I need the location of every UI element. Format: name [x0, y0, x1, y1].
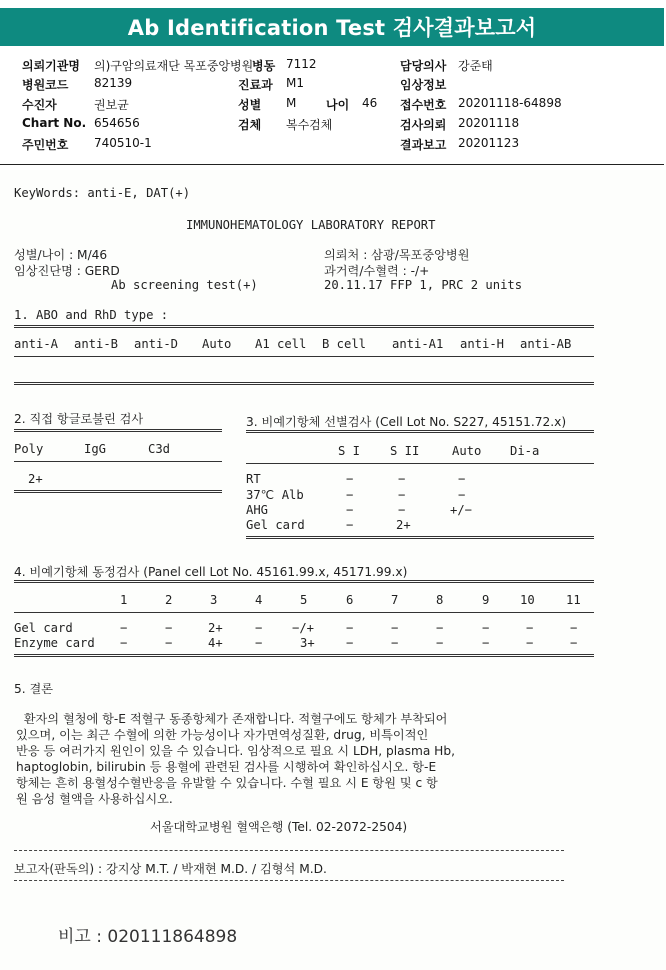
screen-cell: −: [346, 488, 354, 502]
report-date-value: 20201123: [458, 136, 520, 150]
panel-end-rule: [14, 654, 594, 657]
panel-row-gel-label: Gel card: [14, 621, 73, 635]
ab-screening-line: Ab screening test(+): [111, 278, 258, 292]
section3-title: 3. 비예기항체 선별검사 (Cell Lot No. S227, 45151.72.x): [246, 415, 567, 429]
ward-label: 병동: [252, 59, 276, 73]
screen-top-rule: [246, 430, 594, 433]
screen-cell: −: [458, 488, 466, 502]
panel-cell: −: [482, 621, 490, 635]
panel-row-enzyme-label: Enzyme card: [14, 636, 95, 650]
screen-header-dia: Di-a: [510, 444, 540, 458]
sex-label: 성별: [238, 98, 262, 112]
screen-row-label: AHG: [246, 503, 269, 517]
dat-top-rule: [14, 429, 222, 432]
blood-bank-contact: 서울대학교병원 혈액은행 (Tel. 02-2072-2504): [150, 820, 408, 834]
panel-col-11: 11: [566, 593, 581, 607]
panel-cell: 2+: [208, 621, 223, 635]
remark-note: 비고 : 020111864898: [58, 927, 238, 947]
referral-line: 의뢰처 : 삼광/목포중앙병원: [324, 248, 470, 262]
screen-header-auto: Auto: [452, 444, 482, 458]
panel-cell: −: [120, 636, 128, 650]
panel-cell: −: [346, 621, 354, 635]
doctor-label: 담당의사: [400, 59, 447, 73]
panel-cell: −: [120, 621, 128, 635]
panel-cell: 4+: [208, 636, 223, 650]
section1-title: 1. ABO and RhD type :: [14, 308, 169, 322]
doctor-value: 강준태: [458, 59, 493, 73]
ssn-value: 740510-1: [94, 136, 152, 150]
panel-cell: −: [255, 636, 263, 650]
panel-col-3: 3: [210, 593, 218, 607]
screen-cell: 2+: [396, 518, 411, 532]
screen-row-label: Gel card: [246, 518, 305, 532]
panel-cell: −: [255, 621, 263, 635]
screen-cell: −: [346, 472, 354, 486]
panel-col-1: 1: [120, 593, 128, 607]
chart-no-label: Chart No.: [22, 116, 87, 130]
request-org-value: 의)구암의료재단 목포중앙병원: [94, 59, 254, 73]
patient-label: 수진자: [22, 98, 57, 112]
specimen-value: 복수검체: [286, 118, 333, 132]
conclusion-line: 반응 등 여러가지 원인이 있을 수 있습니다. 임상적으로 필요 시 LDH, plasma Hb,: [16, 744, 455, 758]
panel-cell: 3+: [300, 636, 315, 650]
panel-cell: −: [482, 636, 490, 650]
reporter-line: 보고자(판독의) : 강지상 M.T. / 박재현 M.D. / 김형석 M.D.: [14, 862, 327, 876]
panel-col-2: 2: [165, 593, 173, 607]
screen-row-label: RT: [246, 472, 261, 486]
conclusion-line: 환자의 혈청에 항-E 적혈구 동종항체가 존재합니다. 적혈구에도 항체가 부착되어: [16, 712, 448, 726]
panel-header-rule: [14, 612, 594, 613]
history-line: 과거력/수혈력 : -/+: [324, 264, 430, 278]
section4-title: 4. 비예기항체 동정검사 (Panel cell Lot No. 45161.99.x, 45171.99.x): [14, 565, 408, 579]
dat-header-igg: IgG: [84, 442, 107, 456]
reporter-top-rule: [14, 850, 564, 851]
panel-col-10: 10: [520, 593, 535, 607]
hosp-code-label: 병원코드: [22, 78, 69, 92]
screen-cell: −: [398, 472, 406, 486]
panel-top-rule: [14, 580, 594, 583]
abo-header-rule: [14, 356, 594, 357]
abo-header-3: anti-D: [134, 337, 179, 351]
panel-col-5: 5: [300, 593, 308, 607]
age-value: 46: [362, 96, 378, 110]
specimen-label: 검체: [238, 118, 262, 132]
request-date-value: 20201118: [458, 116, 520, 130]
receipt-label: 접수번호: [400, 98, 447, 112]
reporter-bottom-rule: [14, 880, 564, 881]
panel-cell: −: [570, 636, 578, 650]
keywords: KeyWords: anti-E, DAT(+): [14, 186, 191, 200]
conclusion-line: haptoglobin, bilirubin 등 용혈에 관련된 검사를 시행하여 확인하십시오. 항-E: [16, 760, 437, 774]
dat-end-rule: [14, 490, 222, 493]
panel-col-8: 8: [436, 593, 444, 607]
dat-header-rule: [14, 461, 222, 462]
panel-cell: −: [391, 621, 399, 635]
panel-col-7: 7: [391, 593, 399, 607]
panel-col-9: 9: [482, 593, 490, 607]
screen-cell: −: [398, 488, 406, 502]
screen-header-s1: S I: [338, 444, 361, 458]
screen-cell: −: [346, 518, 354, 532]
dat-header-c3d: C3d: [148, 442, 171, 456]
ward-value: 7112: [286, 57, 317, 71]
transfusion-line: 20.11.17 FFP 1, PRC 2 units: [324, 278, 523, 292]
section5-title: 5. 결론: [14, 682, 54, 696]
section2-title: 2. 직접 항글로불린 검사: [14, 412, 144, 426]
conclusion-line: 원 음성 혈액을 사용하십시오.: [16, 792, 173, 806]
sex-value: M: [286, 96, 297, 110]
patient-value: 권보균: [94, 98, 129, 112]
abo-header-7: anti-A1: [392, 337, 444, 351]
abo-header-1: anti-A: [14, 337, 59, 351]
clinical-info-label: 임상정보: [400, 78, 447, 92]
dept-label: 진료과: [238, 78, 273, 92]
abo-header-4: Auto: [202, 337, 232, 351]
panel-cell: −: [526, 636, 534, 650]
panel-col-6: 6: [346, 593, 354, 607]
ssn-label: 주민번호: [22, 138, 69, 152]
screen-cell: −: [458, 472, 466, 486]
screen-cell: +/−: [450, 503, 473, 517]
panel-cell: −: [165, 636, 173, 650]
abo-header-5: A1 cell: [255, 337, 307, 351]
request-date-label: 검사의뢰: [400, 118, 447, 132]
screen-end-rule: [246, 536, 594, 539]
dept-value: M1: [286, 76, 304, 90]
abo-header-2: anti-B: [74, 337, 119, 351]
abo-end-rule: [14, 382, 594, 385]
receipt-value: 20201118-64898: [458, 96, 562, 110]
patient-info-header: [0, 46, 664, 165]
panel-cell: −: [165, 621, 173, 635]
panel-cell: −: [436, 621, 444, 635]
report-title: Ab Identification Test 검사결과보고서: [127, 16, 537, 40]
panel-cell: −: [570, 621, 578, 635]
conclusion-line: 있으며, 이는 최근 수혈에 의한 가능성이나 자가면역성질환, drug, 비특이적인: [16, 728, 429, 742]
abo-header-9: anti-AB: [520, 337, 572, 351]
screen-cell: −: [346, 503, 354, 517]
report-title-bar: [0, 8, 664, 46]
panel-cell: −/+: [292, 621, 315, 635]
screen-header-s2: S II: [390, 444, 420, 458]
screen-header-rule: [246, 463, 594, 464]
section1-rule: [14, 325, 594, 328]
panel-cell: −: [391, 636, 399, 650]
screen-cell: −: [398, 503, 406, 517]
dat-header-poly: Poly: [14, 442, 44, 456]
screen-row-label: 37℃ Alb: [246, 488, 304, 502]
abo-header-8: anti-H: [460, 337, 505, 351]
request-org-label: 의뢰기관명: [22, 59, 80, 73]
sex-age-line: 성별/나이 : M/46: [14, 248, 108, 262]
report-date-label: 결과보고: [400, 138, 447, 152]
age-label: 나이: [326, 98, 350, 112]
lab-report-body: [0, 170, 666, 970]
dat-poly-value: 2+: [28, 472, 43, 486]
hosp-code-value: 82139: [94, 76, 133, 90]
lab-report-heading: IMMUNOHEMATOLOGY LABORATORY REPORT: [186, 218, 436, 232]
panel-cell: −: [526, 621, 534, 635]
abo-header-6: B cell: [322, 337, 367, 351]
panel-cell: −: [436, 636, 444, 650]
conclusion-line: 항체는 흔히 용혈성수혈반응을 유발할 수 있습니다. 수혈 필요 시 E 항원 및 c 항: [16, 776, 438, 790]
panel-col-4: 4: [255, 593, 263, 607]
panel-cell: −: [346, 636, 354, 650]
diagnosis-line: 임상진단명 : GERD: [14, 264, 120, 278]
chart-no-value: 654656: [94, 116, 140, 130]
